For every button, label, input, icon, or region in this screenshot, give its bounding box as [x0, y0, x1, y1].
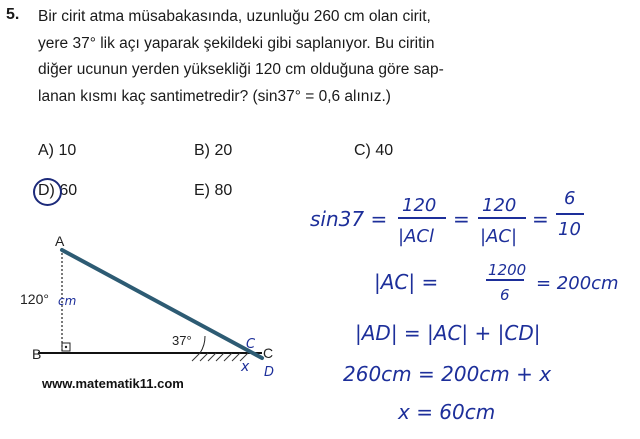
right-angle-dot — [65, 346, 67, 348]
svg-text:|AC| =: |AC| = — [374, 270, 439, 294]
svg-text:|AC|: |AC| — [480, 226, 518, 247]
hand-cm-mark: cm — [58, 294, 77, 308]
svg-text:6: 6 — [564, 188, 576, 209]
angle-label: 37° — [172, 333, 192, 348]
label-b: B — [32, 346, 42, 362]
hand-d-mark: D — [264, 365, 275, 380]
svg-text:10: 10 — [558, 219, 581, 240]
hand-line-5: x = 60cm — [398, 400, 496, 424]
option-e[interactable]: E) 80 — [194, 182, 233, 199]
option-a[interactable]: A) 10 — [38, 142, 77, 159]
hand-x-mark: x — [241, 359, 250, 375]
hand-line-3: |AD| = |AC| + |CD| — [355, 321, 541, 345]
question-line-3: diğer ucunun yerden yüksekliği 120 cm olduğuna göre sap- — [38, 61, 444, 78]
question-number: 5. — [6, 6, 20, 23]
svg-text:1200: 1200 — [488, 261, 527, 279]
svg-text:=: = — [453, 207, 470, 231]
svg-text:|ACl: |ACl — [398, 226, 434, 247]
svg-text:6: 6 — [500, 286, 510, 304]
watermark: www.matematik11.com — [42, 376, 184, 391]
javelin-line — [62, 250, 262, 358]
hand-line-1 — [310, 188, 584, 247]
label-a: A — [55, 233, 65, 249]
angle-arc — [200, 336, 205, 353]
ground-hatching — [192, 353, 248, 361]
question-line-1: Bir cirit atma müsabakasında, uzunluğu 260 cm olan cirit, — [38, 8, 431, 25]
label-c: C — [263, 345, 274, 361]
question-line-2: yere 37° lik açı yaparak şekildeki gibi saplanıyor. Bu ciritin — [38, 34, 435, 52]
option-d[interactable]: D) 60 — [38, 182, 78, 199]
svg-text:=: = — [532, 207, 549, 231]
svg-text:120: 120 — [482, 195, 517, 216]
hand-line-4: 260cm = 200cm + x — [343, 362, 552, 386]
option-b[interactable]: B) 20 — [194, 142, 233, 159]
height-label: 120° — [20, 291, 49, 307]
question-line-4: lanan kısmı kaç santimetredir? (sin37° = 0,6 alınız.) — [38, 87, 391, 105]
svg-text:= 200cm: = 200cm — [536, 273, 619, 294]
hand-c-mark: C — [246, 337, 256, 352]
hand-line-2 — [374, 261, 619, 304]
option-c[interactable]: C) 40 — [354, 142, 394, 159]
svg-text:sin37 =: sin37 = — [310, 207, 388, 231]
svg-text:120: 120 — [402, 195, 437, 216]
